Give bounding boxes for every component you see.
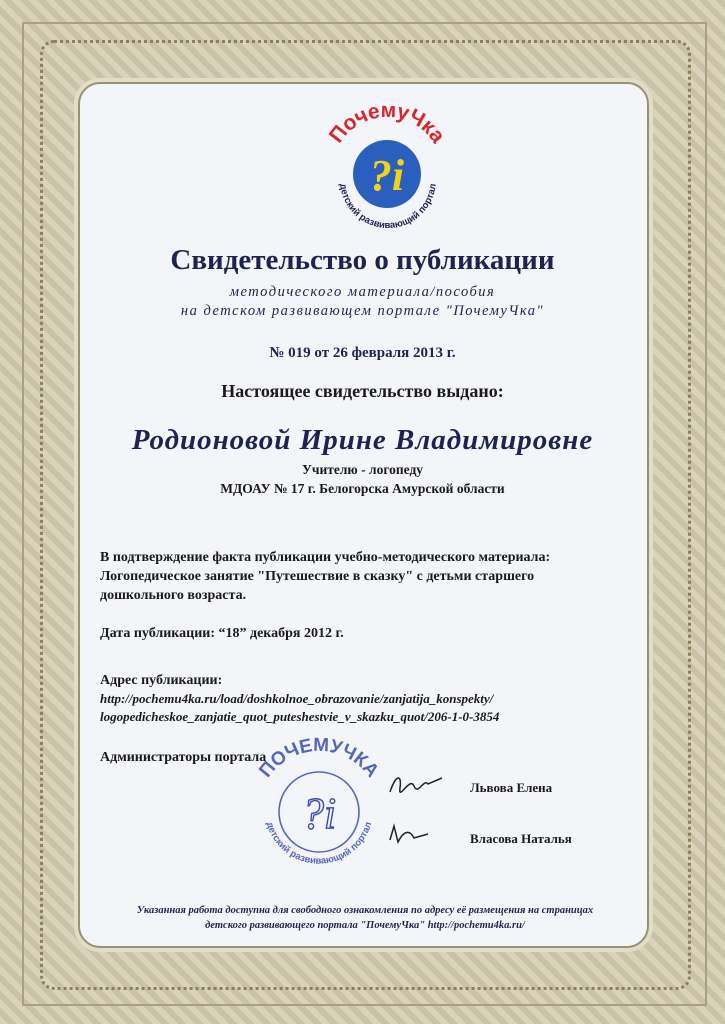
- subtitle-line-1: методического материала/пособия: [229, 284, 496, 300]
- admins-label: Администраторы портала: [100, 750, 267, 765]
- stamp-tagline: детский развивающий портал: [263, 820, 375, 867]
- admin-name-2: Власова Наталья: [470, 831, 572, 846]
- svg-text:?i: ?i: [301, 789, 337, 838]
- recipient-organization: МДОАУ № 17 г. Белогорска Амурской области: [220, 481, 505, 496]
- confirmation-line-1: В подтверждение факта публикации учебно-методического материала:: [100, 550, 551, 565]
- certificate-number: № 019 от 26 февраля 2013 г.: [269, 345, 456, 361]
- footer-line-2: детского развивающего портала "ПочемуЧка" http://pochemu4ka.ru/: [205, 920, 525, 931]
- logo-tagline: детский развивающий портал: [337, 182, 439, 232]
- svg-text:ПОЧЕМУЧКА: [255, 735, 383, 782]
- address-url-1: http://pochemu4ka.ru/load/doshkolnoe_obrazovanie/zanjatija_konspekty/: [100, 691, 494, 706]
- svg-text:?i: ?i: [369, 151, 405, 200]
- signature-1: [386, 770, 446, 800]
- portal-stamp: [244, 728, 394, 878]
- subtitle-line-2: на детском развивающем портале "ПочемуЧка": [180, 303, 545, 319]
- admin-name-1: Львова Елена: [470, 780, 553, 795]
- recipient-name: Родионовой Ирине Владимировне: [131, 424, 594, 456]
- confirmation-line-3: дошкольного возраста.: [100, 588, 247, 603]
- publication-date: Дата публикации: “18” декабря 2012 г.: [100, 626, 344, 641]
- issued-label: Настоящее свидетельство выдано:: [221, 381, 504, 401]
- address-url-2: logopedicheskoe_zanjatie_quot_puteshestvie_v_skazku_quot/206-1-0-3854: [100, 709, 500, 724]
- address-label: Адрес публикации:: [100, 673, 223, 688]
- stamp-text: ПОЧЕМУЧКА: [255, 734, 383, 782]
- confirmation-line-2: Логопедическое занятие "Путешествие в сказку" с детьми старшего: [100, 569, 535, 584]
- signature-2: [384, 820, 434, 850]
- recipient-position: Учителю - логопеду: [301, 462, 424, 477]
- logo-text: ПочемуЧка: [324, 98, 450, 148]
- pochemuchka-logo: [314, 94, 460, 240]
- footer-line-1: Указанная работа доступна для свободного ознакомления по адресу её размещения на страницах: [136, 905, 594, 916]
- certificate-title: Свидетельство о публикации: [170, 244, 555, 276]
